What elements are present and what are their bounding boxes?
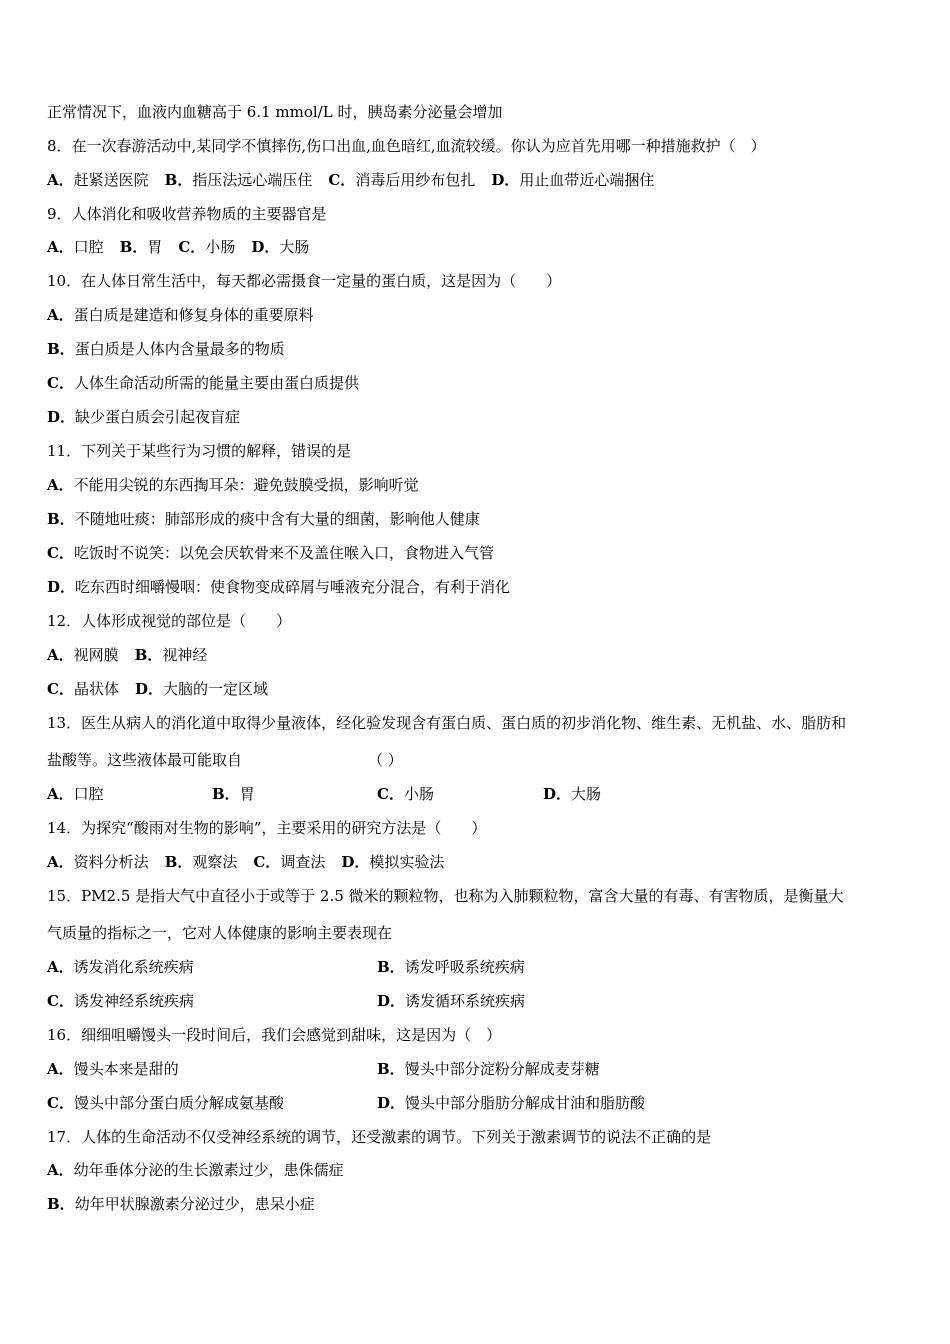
q9-stem: 9．人体消化和吸收营养物质的主要器官是 bbox=[47, 205, 327, 223]
q12-options-row2 bbox=[47, 679, 268, 699]
q9-option-c: C．小肠 bbox=[178, 238, 236, 256]
q13-stem-line1: 13．医生从病人的消化道中取得少量液体，经化验发现含有蛋白质、蛋白质的初步消化物、维生素、无机盐、水、脂肪和 bbox=[47, 714, 847, 732]
q12-stem: 12．人体形成视觉的部位是（ ） bbox=[47, 612, 292, 630]
q11-option-d: D．吃东西时细嚼慢咽：使食物变成碎屑与唾液充分混合，有利于消化 bbox=[47, 578, 511, 596]
q15-option-d: D．诱发循环系统疾病 bbox=[377, 992, 526, 1010]
q11-option-c: C．吃饭时不说笑：以免会厌软骨来不及盖住喉入口，食物进入气管 bbox=[47, 544, 494, 562]
q14-option-a: A．资料分析法 bbox=[47, 853, 149, 871]
q16-option-c: C．馒头中部分蛋白质分解成氨基酸 bbox=[47, 1094, 284, 1112]
q16-option-a: A．馒头本来是甜的 bbox=[47, 1060, 179, 1078]
q9-option-a: A．口腔 bbox=[47, 238, 104, 256]
q13-stem-text: 盐酸等。这些液体最可能取自 bbox=[47, 751, 243, 769]
q12-option-d: D．大脑的一定区域 bbox=[134, 680, 268, 698]
q11-option-b: B．不随地吐痰：肺部形成的痰中含有大量的细菌，影响他人健康 bbox=[47, 510, 480, 528]
q15-option-b: B．诱发呼吸系统疾病 bbox=[377, 958, 525, 976]
q12-option-b: B．视神经 bbox=[134, 646, 208, 664]
q13-option-d: D．大肠 bbox=[543, 785, 602, 803]
q15-stem-line2: 气质量的指标之一，它对人体健康的影响主要表现在 bbox=[47, 924, 393, 942]
q9-option-b: B．胃 bbox=[119, 238, 163, 256]
q11-option-a: A．不能用尖锐的东西掏耳朵：避免鼓膜受损，影响听觉 bbox=[47, 476, 419, 494]
q13-option-a: A．口腔 bbox=[47, 785, 104, 803]
q16-stem: 16．细细咀嚼馒头一段时间后，我们会感觉到甜味，这是因为（ ） bbox=[47, 1026, 502, 1044]
q10-option-a: A．蛋白质是建造和修复身体的重要原料 bbox=[47, 306, 314, 324]
q13-answer-blank: （ ） bbox=[368, 751, 403, 769]
q8-stem: 8．在一次春游活动中,某同学不慎摔伤,伤口出血,血色暗红,血流较缓。你认为应首先用哪一种措施救护（ ） bbox=[47, 137, 766, 155]
q10-stem: 10．在人体日常生活中，每天都必需摄食一定量的蛋白质，这是因为（ ） bbox=[47, 272, 562, 290]
q15-stem-line1: 15．PM2.5 是指大气中直径小于或等于 2.5 微米的颗粒物，也称为入肺颗粒物，富含大量的有毒、有害物质，是衡量大 bbox=[47, 887, 844, 905]
q17-option-a: A．幼年垂体分泌的生长激素过少，患侏儒症 bbox=[47, 1161, 344, 1179]
q11-stem: 11．下列关于某些行为习惯的解释，错误的是 bbox=[47, 442, 352, 460]
q16-option-b: B．馒头中部分淀粉分解成麦芽糖 bbox=[377, 1060, 600, 1078]
q13-option-c: C．小肠 bbox=[377, 785, 434, 803]
q17-option-b: B．幼年甲状腺激素分泌过少，患呆小症 bbox=[47, 1195, 315, 1213]
q12-options-row1 bbox=[47, 645, 207, 665]
q12-option-c: C．晶状体 bbox=[47, 680, 119, 698]
q14-option-d: D．模拟实验法 bbox=[341, 853, 445, 871]
q8-option-a: A．赶紧送医院 bbox=[47, 171, 149, 189]
q14-option-c: C．调查法 bbox=[253, 853, 326, 871]
q14-stem: 14．为探究“酸雨对生物的影响”，主要采用的研究方法是（ ） bbox=[47, 819, 487, 837]
q17-stem: 17．人体的生命活动不仅受神经系统的调节，还受激素的调节。下列关于激素调节的说法不正确的是 bbox=[47, 1128, 712, 1146]
q9-option-d: D．大肠 bbox=[251, 238, 310, 256]
q8-option-d: D．用止血带近心端捆住 bbox=[491, 171, 655, 189]
q14-options bbox=[47, 852, 444, 872]
q15-option-c: C．诱发神经系统疾病 bbox=[47, 992, 194, 1010]
q8-option-c: C．消毒后用纱布包扎 bbox=[328, 171, 476, 189]
q8-option-b: B．指压法远心端压住 bbox=[164, 171, 313, 189]
q13-stem-line2 bbox=[47, 750, 242, 770]
q13-option-b: B．胃 bbox=[212, 785, 255, 803]
q12-option-a: A．视网膜 bbox=[47, 646, 119, 664]
q10-option-b: B．蛋白质是人体内含量最多的物质 bbox=[47, 340, 285, 358]
q7-option-d: 正常情况下，血液内血糖高于 6.1 mmol/L 时，胰岛素分泌量会增加 bbox=[47, 103, 503, 121]
q8-options bbox=[47, 170, 654, 190]
q14-option-b: B．观察法 bbox=[164, 853, 238, 871]
q9-options bbox=[47, 237, 309, 257]
q16-option-d: D．馒头中部分脂肪分解成甘油和脂肪酸 bbox=[377, 1094, 646, 1112]
q10-option-d: D．缺少蛋白质会引起夜盲症 bbox=[47, 408, 241, 426]
q15-option-a: A．诱发消化系统疾病 bbox=[47, 958, 194, 976]
q10-option-c: C．人体生命活动所需的能量主要由蛋白质提供 bbox=[47, 374, 359, 392]
